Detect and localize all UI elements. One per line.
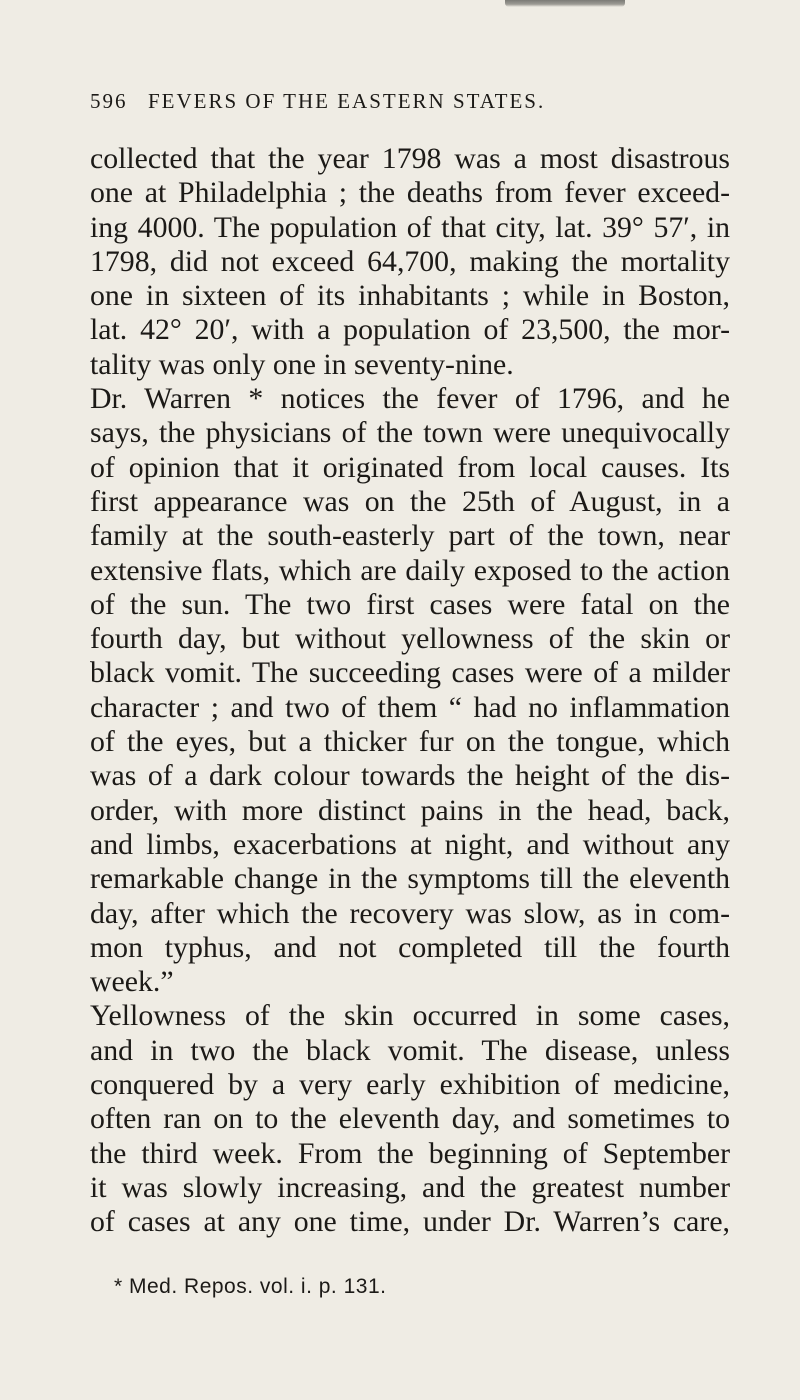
text-line: collected that the year 1798 was a most disastrous (90, 142, 730, 175)
text-line: Yellowness of the skin occurred in some cases, (90, 999, 730, 1033)
text-line: tality was only one in seventy-nine. (90, 347, 514, 381)
text-line: mon typhus, and not completed till the fourth (90, 930, 730, 964)
text-line: lat. 42° 20′, with a population of 23,500, the mor- (90, 313, 730, 347)
text-line: first appearance was on the 25th of August, in a (90, 484, 730, 518)
text-line: family at the south-easterly part of the town, near (90, 519, 730, 553)
running-header (90, 89, 545, 114)
text-line: of cases at any one time, under Dr. Warren’s care, (90, 1205, 730, 1239)
page-number: 596 (90, 89, 128, 113)
footnote: * Med. Repos. vol. i. p. 131. (114, 1275, 387, 1298)
text-line: order, with more distinct pains in the head, back, (90, 793, 730, 827)
text-line: day, after which the recovery was slow, as in com- (90, 896, 730, 930)
text-line: conquered by a very early exhibition of medicine, (90, 1068, 730, 1102)
text-line: of the eyes, but a thicker fur on the tongue, which (90, 725, 730, 759)
body-text (90, 142, 730, 1240)
running-title: FEVERS OF THE EASTERN STATES. (148, 89, 546, 113)
text-line: ing 4000. The population of that city, lat. 39° 57′, in (90, 210, 730, 244)
text-line: week.” (90, 965, 174, 999)
text-line: it was slowly increasing, and the greatest number (90, 1170, 730, 1204)
text-line: often ran on to the eleventh day, and sometimes to (90, 1102, 730, 1136)
text-line: of the sun. The two first cases were fatal on the (90, 587, 730, 621)
text-line: the third week. From the beginning of September (90, 1136, 730, 1170)
text-line: black vomit. The succeeding cases were of a milder (90, 656, 730, 690)
page-edge-binding-mark (505, 0, 625, 7)
text-line: remarkable change in the symptoms till the eleventh (90, 862, 730, 896)
text-line: Dr. Warren * notices the fever of 1796, and he (90, 382, 730, 416)
text-line: one in sixteen of its inhabitants ; while in Boston, (90, 279, 730, 313)
text-line: extensive flats, which are daily exposed to the action (90, 553, 730, 587)
text-line: and in two the black vomit. The disease, unless (90, 1033, 730, 1067)
text-line: of opinion that it originated from local causes. Its (90, 450, 730, 484)
text-line: character ; and two of them “ had no inflammation (90, 690, 730, 724)
text-line: was of a dark colour towards the height of the dis- (90, 759, 730, 793)
text-line: says, the physicians of the town were unequivocally (90, 416, 730, 450)
text-line: and limbs, exacerbations at night, and without any (90, 827, 730, 861)
text-line: 1798, did not exceed 64,700, making the mortality (90, 244, 730, 278)
text-line: fourth day, but without yellowness of the skin or (90, 622, 730, 656)
text-line: one at Philadelphia ; the deaths from fever exceed- (90, 176, 730, 210)
